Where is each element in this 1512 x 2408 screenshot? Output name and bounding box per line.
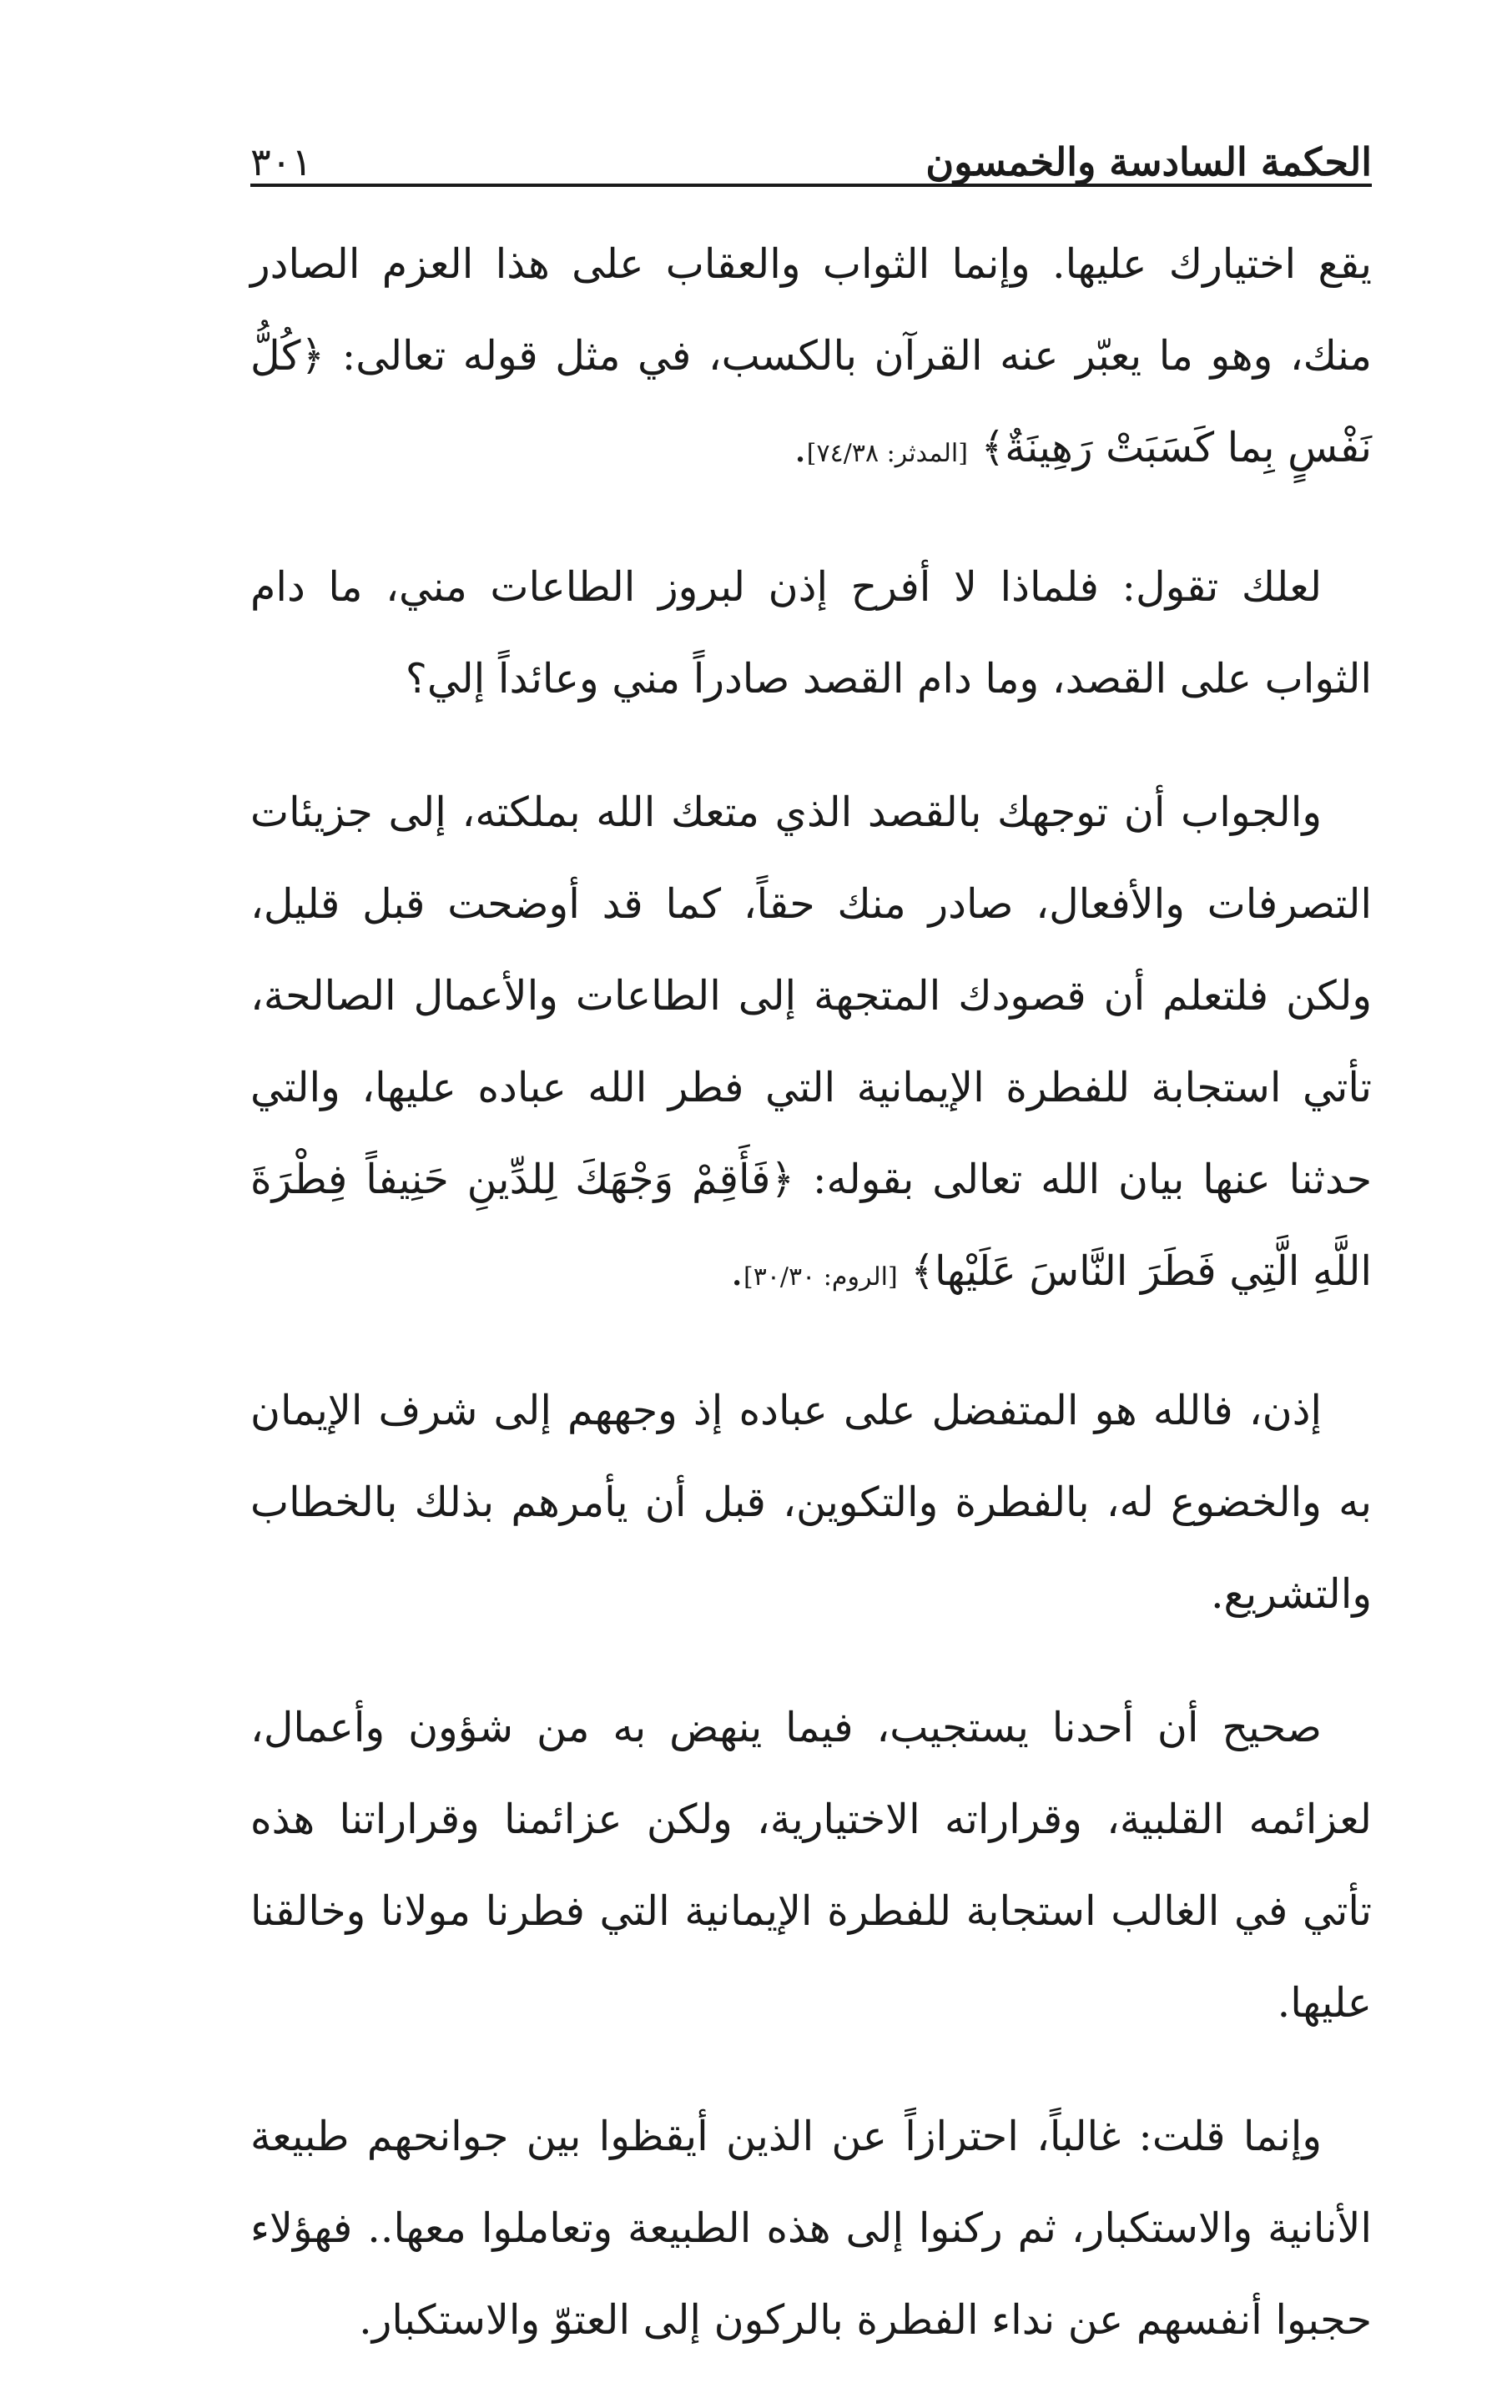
paragraph-5 (250, 1682, 1372, 2049)
header-divider (250, 184, 1372, 187)
paragraph-4 (250, 1365, 1372, 1640)
paragraph-text: وإنما قلت: غالباً، احترازاً عن الذين أيقظوا بين جوانحهم طبيعة الأنانية والاستكبار، ثم ركنوا إلى هذه الطبيعة وتعاملوا معها.. فهؤلاء حجبوا أنفسهم عن نداء الفطرة بالركون إلى العتوّ والاستكبار. (250, 2113, 1372, 2344)
paragraph-1 (250, 219, 1372, 500)
paragraph-6 (250, 2091, 1372, 2366)
paragraph-text: صحيح أن أحدنا يستجيب، فيما ينهض به من شؤون وأعمال، لعزائمه القلبية، وقراراته الاختيارية، ولكن عزائمنا وقراراتنا هذه تأتي في الغالب استجابة للفطرة الإيمانية التي فطرنا مولانا وخالقنا عليها. (250, 1704, 1372, 2027)
quran-citation: [المدثر: ٧٤/٣٨] (806, 439, 968, 468)
paragraph-text: إذن، فالله هو المتفضل على عباده إذ وجههم إلى شرف الإيمان به والخضوع له، بالفطرة والتكوين، قبل أن يأمرهم بذلك بالخطاب والتشريع. (250, 1387, 1372, 1618)
running-header (250, 117, 1372, 184)
paragraph-3 (250, 767, 1372, 1323)
quran-citation: [الروم: ٣٠/٣٠] (743, 1262, 898, 1292)
paragraph-text: لعلك تقول: فلماذا لا أفرح إذن لبروز الطاعات مني، ما دام الثواب على القصد، وما دام القصد صادراً مني وعائداً إلي؟ (250, 563, 1372, 703)
paragraph-text: والجواب أن توجهك بالقصد الذي متعك الله بملكته، إلى جزيئات التصرفات والأفعال، صادر منك حقاً، كما قد أوضحت قبل قليل، ولكن فلتعلم أن قصودك المتجهة إلى الطاعات والأعمال الصالحة، تأتي استجابة للفطرة الإيمانية التي فطر الله عباده عليها، والتي حدثنا عنها بيان الله تعالى بقوله: ﴿فَأَقِمْ وَجْهَكَ لِلدِّينِ حَنِيفاً فِطْرَةَ اللَّهِ الَّتِي فَطَرَ النَّاسَ عَلَيْها﴾ (250, 788, 1373, 1295)
paragraph-tail: . (730, 1247, 743, 1295)
chapter-title: الحكمة السادسة والخمسون (925, 139, 1372, 185)
body-text (250, 219, 1372, 2408)
paragraph-text: يقع اختيارك عليها. وإنما الثواب والعقاب على هذا العزم الصادر منك، وهو ما يعبّر عنه القرآن بالكسب، في مثل قوله تعالى: ﴿كُلُّ نَفْسٍ بِما كَسَبَتْ رَهِينَةٌ﴾ (250, 240, 1372, 471)
paragraph-2 (250, 542, 1372, 725)
page-number: ٣٠١ (250, 139, 313, 185)
paragraph-tail: . (794, 424, 807, 471)
